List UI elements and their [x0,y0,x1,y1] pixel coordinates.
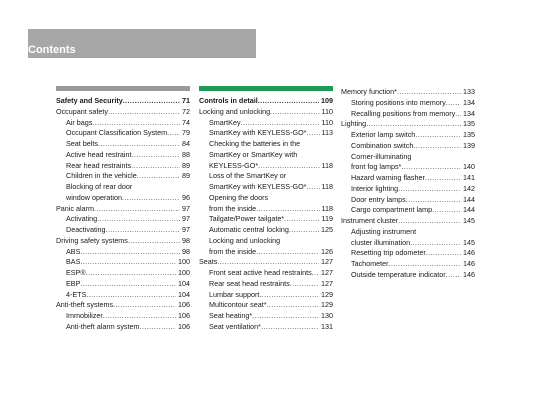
toc-entry-label: ESP® [66,268,86,277]
toc-entry[interactable] [56,118,190,129]
toc-entry-label: KEYLESS-GO* [209,160,259,170]
toc-entry-page: 104 [178,278,190,288]
toc-entry-page: 118 [321,160,333,170]
toc-entry-label: Automatic central locking [209,225,289,234]
toc-entry-page: 140 [463,162,475,172]
toc-entry[interactable] [56,290,190,301]
toc-entry-page: 106 [178,300,190,310]
dot-leader [289,225,319,236]
toc-entry-label: Occupant safety [56,106,108,116]
toc-entry-page: 125 [321,225,333,234]
toc-entry-page: 100 [178,268,190,277]
dot-leader [366,119,461,130]
dot-leader [306,128,319,139]
toc-entry-label: front fog lamps* [351,162,402,172]
dot-leader [259,290,319,301]
dot-leader [106,225,180,236]
dot-leader [122,193,180,204]
toc-entry[interactable] [341,152,475,163]
toc-entry-page: 113 [321,128,333,138]
toc-entry-page: 110 [321,106,333,116]
dot-leader [103,311,176,322]
toc-entry-label: Resetting trip odometer [351,248,426,258]
toc-entry-label: Panic alarm [56,203,94,213]
toc-entry-label: Blocking of rear door [66,182,133,191]
dot-leader [312,268,319,279]
toc-list [56,96,190,333]
toc-entry[interactable] [341,141,475,152]
toc-entry-label: Air bags [66,117,93,127]
toc-entry-label: Interior lighting [351,183,399,193]
toc-entry-label: Rear head restraints [66,160,132,170]
section-rule [199,86,333,91]
toc-entry-page: 134 [463,97,475,107]
toc-entry-page: 100 [178,257,190,267]
dot-leader [80,257,176,268]
dot-leader [167,128,180,139]
toc-entry-page: 79 [182,128,190,138]
toc-entry-page: 96 [182,192,190,202]
toc-entry[interactable] [199,96,333,107]
toc-entry-page: 146 [463,248,475,258]
toc-entry[interactable] [199,268,333,279]
dot-leader [397,87,461,98]
dot-leader [132,150,180,161]
dot-leader [92,118,180,129]
dot-leader [290,279,319,290]
toc-entry-page: 106 [178,311,190,320]
dot-leader [86,290,176,301]
dot-leader [256,204,319,215]
toc-entry-label: 4-ETS [66,289,87,299]
toc-entry[interactable] [199,193,333,204]
toc-column-3 [341,87,475,281]
toc-entry-label: Storing positions into memory [351,97,446,107]
dot-leader [123,96,180,107]
toc-entry-page: 126 [321,246,333,256]
dot-leader [97,214,180,225]
toc-entry[interactable] [341,248,475,259]
toc-entry-page: 131 [321,321,333,331]
toc-entry[interactable] [56,300,190,311]
toc-entry-label: ABS [66,246,81,256]
toc-entry[interactable] [341,130,475,141]
toc-entry-label: Locking and unlocking [209,235,281,245]
toc-entry-label: Combination switch [351,140,414,150]
toc-entry[interactable] [341,259,475,270]
dot-leader [86,268,176,279]
toc-entry-page: 135 [463,130,475,139]
toc-entry-label: Seat belts [66,139,98,148]
toc-entry-label: Children in the vehicle [66,171,137,181]
toc-entry[interactable] [56,96,190,107]
toc-entry[interactable] [56,150,190,161]
toc-entry-page: 109 [321,96,333,105]
toc-entry-label: Locking and unlocking [199,106,271,116]
toc-entry-page: 110 [321,117,333,127]
toc-entry[interactable] [199,204,333,215]
toc-entry[interactable] [341,87,475,98]
dot-leader [256,247,319,258]
toc-entry-label: Door entry lamps [351,194,406,204]
toc-entry-page: 133 [463,87,475,96]
toc-list [341,87,475,281]
dot-leader [258,96,319,107]
toc-entry[interactable] [199,236,333,247]
toc-entry-label: EBP [66,278,81,288]
toc-entry[interactable] [341,162,475,173]
toc-entry[interactable] [56,279,190,290]
dot-leader [252,311,319,322]
toc-entry-label: Exterior lamp switch [351,130,416,139]
toc-entry[interactable] [341,173,475,184]
toc-entry[interactable] [199,139,333,150]
toc-entry[interactable] [56,311,190,322]
toc-entry-page: 146 [463,269,475,279]
toc-entry[interactable] [341,195,475,206]
toc-entry-label: Instrument cluster [341,216,399,225]
toc-entry[interactable] [199,300,333,311]
toc-entry-page: 104 [178,289,190,299]
page-title: Contents [28,44,76,56]
toc-entry[interactable] [56,128,190,139]
toc-entry-label: Checking the batteries in the [209,139,301,148]
toc-entry-page: 106 [178,321,190,331]
toc-entry[interactable] [341,98,475,109]
dot-leader [389,259,461,270]
toc-column-2 [199,86,333,333]
toc-entry-page: 142 [463,183,475,193]
dot-leader [113,300,176,311]
toc-entry-label: Rear seat head restraints [209,278,290,288]
toc-entry[interactable] [56,214,190,225]
toc-entry[interactable] [56,193,190,204]
toc-column-1 [56,86,190,333]
toc-entry-label: from the inside [209,203,257,213]
toc-entry-label: Lumbar support [209,289,260,299]
toc-entry[interactable] [199,161,333,172]
toc-entry-page: 72 [182,106,190,116]
dot-leader [284,214,319,225]
toc-entry[interactable] [56,225,190,236]
toc-entry[interactable] [341,184,475,195]
dot-leader [258,161,319,172]
toc-entry-page: 98 [182,235,190,245]
toc-entry-label: Multicontour seat* [209,300,267,310]
toc-entry-page: 129 [321,300,333,310]
dot-leader [410,238,461,249]
toc-entry-label: Deactivating [66,225,106,234]
toc-entry-label: Tachometer [351,259,389,268]
toc-entry-page: 141 [463,173,475,182]
dot-leader [131,161,180,172]
toc-entry-label: Memory function* [341,87,397,96]
toc-entry-page: 118 [321,203,333,213]
toc-entry[interactable] [199,118,333,129]
dot-leader [426,248,461,259]
dot-leader [80,279,176,290]
dot-leader [406,195,461,206]
toc-entry-label: Hazard warning flasher [351,173,425,182]
dot-leader [108,107,180,118]
dot-leader [415,130,461,141]
toc-entry-page: 144 [463,205,475,215]
toc-entry[interactable] [199,214,333,225]
toc-entry-label: Corner-illuminating [351,151,412,161]
toc-list [199,96,333,333]
toc-entry-label: Immobilizer [66,311,103,320]
section-rule [56,86,190,91]
toc-entry[interactable] [341,119,475,130]
toc-entry-page: 139 [463,140,475,150]
dot-leader [425,173,461,184]
toc-entry-label: Outside temperature indicator [351,269,446,279]
toc-entry[interactable] [199,128,333,139]
dot-leader [241,118,320,129]
toc-entry[interactable] [56,322,190,333]
dot-leader [98,139,180,150]
toc-entry-label: Driving safety systems [56,235,128,245]
toc-entry[interactable] [199,279,333,290]
toc-entry-label: Controls in detail [199,96,258,105]
toc-entry[interactable] [341,216,475,227]
toc-entry-page: 130 [321,311,333,320]
toc-entry[interactable] [341,238,475,249]
toc-entry-label: Adjusting instrument [351,226,417,236]
toc-entry-label: Anti-theft alarm system [66,321,140,331]
dot-leader [446,98,461,109]
toc-entry[interactable] [341,270,475,281]
toc-entry-page: 145 [463,216,475,225]
dot-leader [413,141,461,152]
dot-leader [94,204,180,215]
dot-leader [261,322,319,333]
dot-leader [306,182,319,193]
toc-entry[interactable] [56,161,190,172]
toc-entry-page: 135 [463,119,475,129]
toc-entry[interactable] [199,247,333,258]
dot-leader [267,300,319,311]
toc-entry-page: 145 [463,237,475,247]
toc-entry-page: 97 [182,225,190,234]
toc-entry-page: 118 [321,182,333,191]
toc-entry-page: 89 [182,171,190,181]
dot-leader [137,171,180,182]
toc-entry-label: BAS [66,257,81,267]
toc-entry[interactable] [56,182,190,193]
toc-entry[interactable] [56,204,190,215]
dot-leader [432,205,461,216]
toc-entry-label: from the inside [209,246,257,256]
toc-entry-page: 146 [463,259,475,268]
toc-entry-page: 127 [321,278,333,288]
toc-entry-label: Tailgate/Power tailgate* [209,214,285,224]
toc-entry-page: 89 [182,160,190,170]
toc-entry[interactable] [341,109,475,120]
toc-entry[interactable] [56,107,190,118]
toc-entry-page: 129 [321,289,333,299]
toc-entry-label: Lighting [341,119,367,129]
toc-entry-page: 97 [182,203,190,213]
toc-entry[interactable] [199,257,333,268]
toc-entry-label: window operation [66,192,122,202]
toc-entry-page: 71 [182,96,190,105]
toc-entry[interactable] [199,107,333,118]
toc-entry-label: SmartKey or SmartKey with [209,149,298,159]
dot-leader [140,322,177,333]
toc-entry-label: Active head restraint [66,149,132,159]
dot-leader [217,257,319,268]
toc-entry[interactable] [341,227,475,238]
dot-leader [128,236,180,247]
toc-entry-label: Opening the doors [209,192,269,202]
toc-entry-page: 88 [182,149,190,159]
toc-entry[interactable] [199,322,333,333]
toc-entry-label: Seat heating* [209,311,253,320]
toc-entry-page: 119 [321,214,333,224]
toc-entry-label: Safety and Security [56,96,123,105]
toc-entry-label: SmartKey [209,117,241,127]
toc-entry[interactable] [56,171,190,182]
toc-entry-label: Cargo compartment lamp [351,205,433,215]
toc-entry-page: 84 [182,139,190,148]
toc-entry-label: Anti-theft systems [56,300,114,310]
toc-entry[interactable] [56,257,190,268]
toc-entry[interactable] [56,139,190,150]
toc-entry-label: SmartKey with KEYLESS-GO* [209,182,307,191]
toc-entry[interactable] [56,236,190,247]
toc-entry[interactable] [199,311,333,322]
toc-entry-page: 144 [463,194,475,204]
dot-leader [398,216,461,227]
toc-entry-label: Seat ventilation* [209,321,261,331]
dot-leader [270,107,319,118]
dot-leader [401,162,461,173]
toc-entry-page: 98 [182,246,190,256]
toc-entry[interactable] [56,268,190,279]
toc-entry-label: Recalling positions from memory [351,108,456,118]
toc-entry[interactable] [199,290,333,301]
toc-entry-page: 97 [182,214,190,224]
toc-entry-label: Loss of the SmartKey or [209,171,287,181]
toc-entry-label: cluster illumination [351,237,411,247]
toc-entry[interactable] [199,225,333,236]
toc-entry-page: 127 [321,268,333,277]
toc-entry[interactable] [341,205,475,216]
toc-entry-page: 74 [182,117,190,127]
dot-leader [398,184,461,195]
toc-entry-label: Seats [199,257,218,267]
dot-leader [80,247,180,258]
toc-entry-label: Occupant Classification System [66,128,168,138]
dot-leader [446,270,461,281]
toc-entry[interactable] [199,150,333,161]
toc-entry-page: 127 [321,257,333,267]
toc-entry-page: 134 [463,108,475,118]
toc-entry[interactable] [199,182,333,193]
toc-entry[interactable] [56,247,190,258]
toc-entry[interactable] [199,171,333,182]
toc-entry-label: Activating [66,214,98,224]
toc-entry-label: SmartKey with KEYLESS-GO* [209,128,307,138]
toc-entry-label: Front seat active head restraints [209,268,312,277]
